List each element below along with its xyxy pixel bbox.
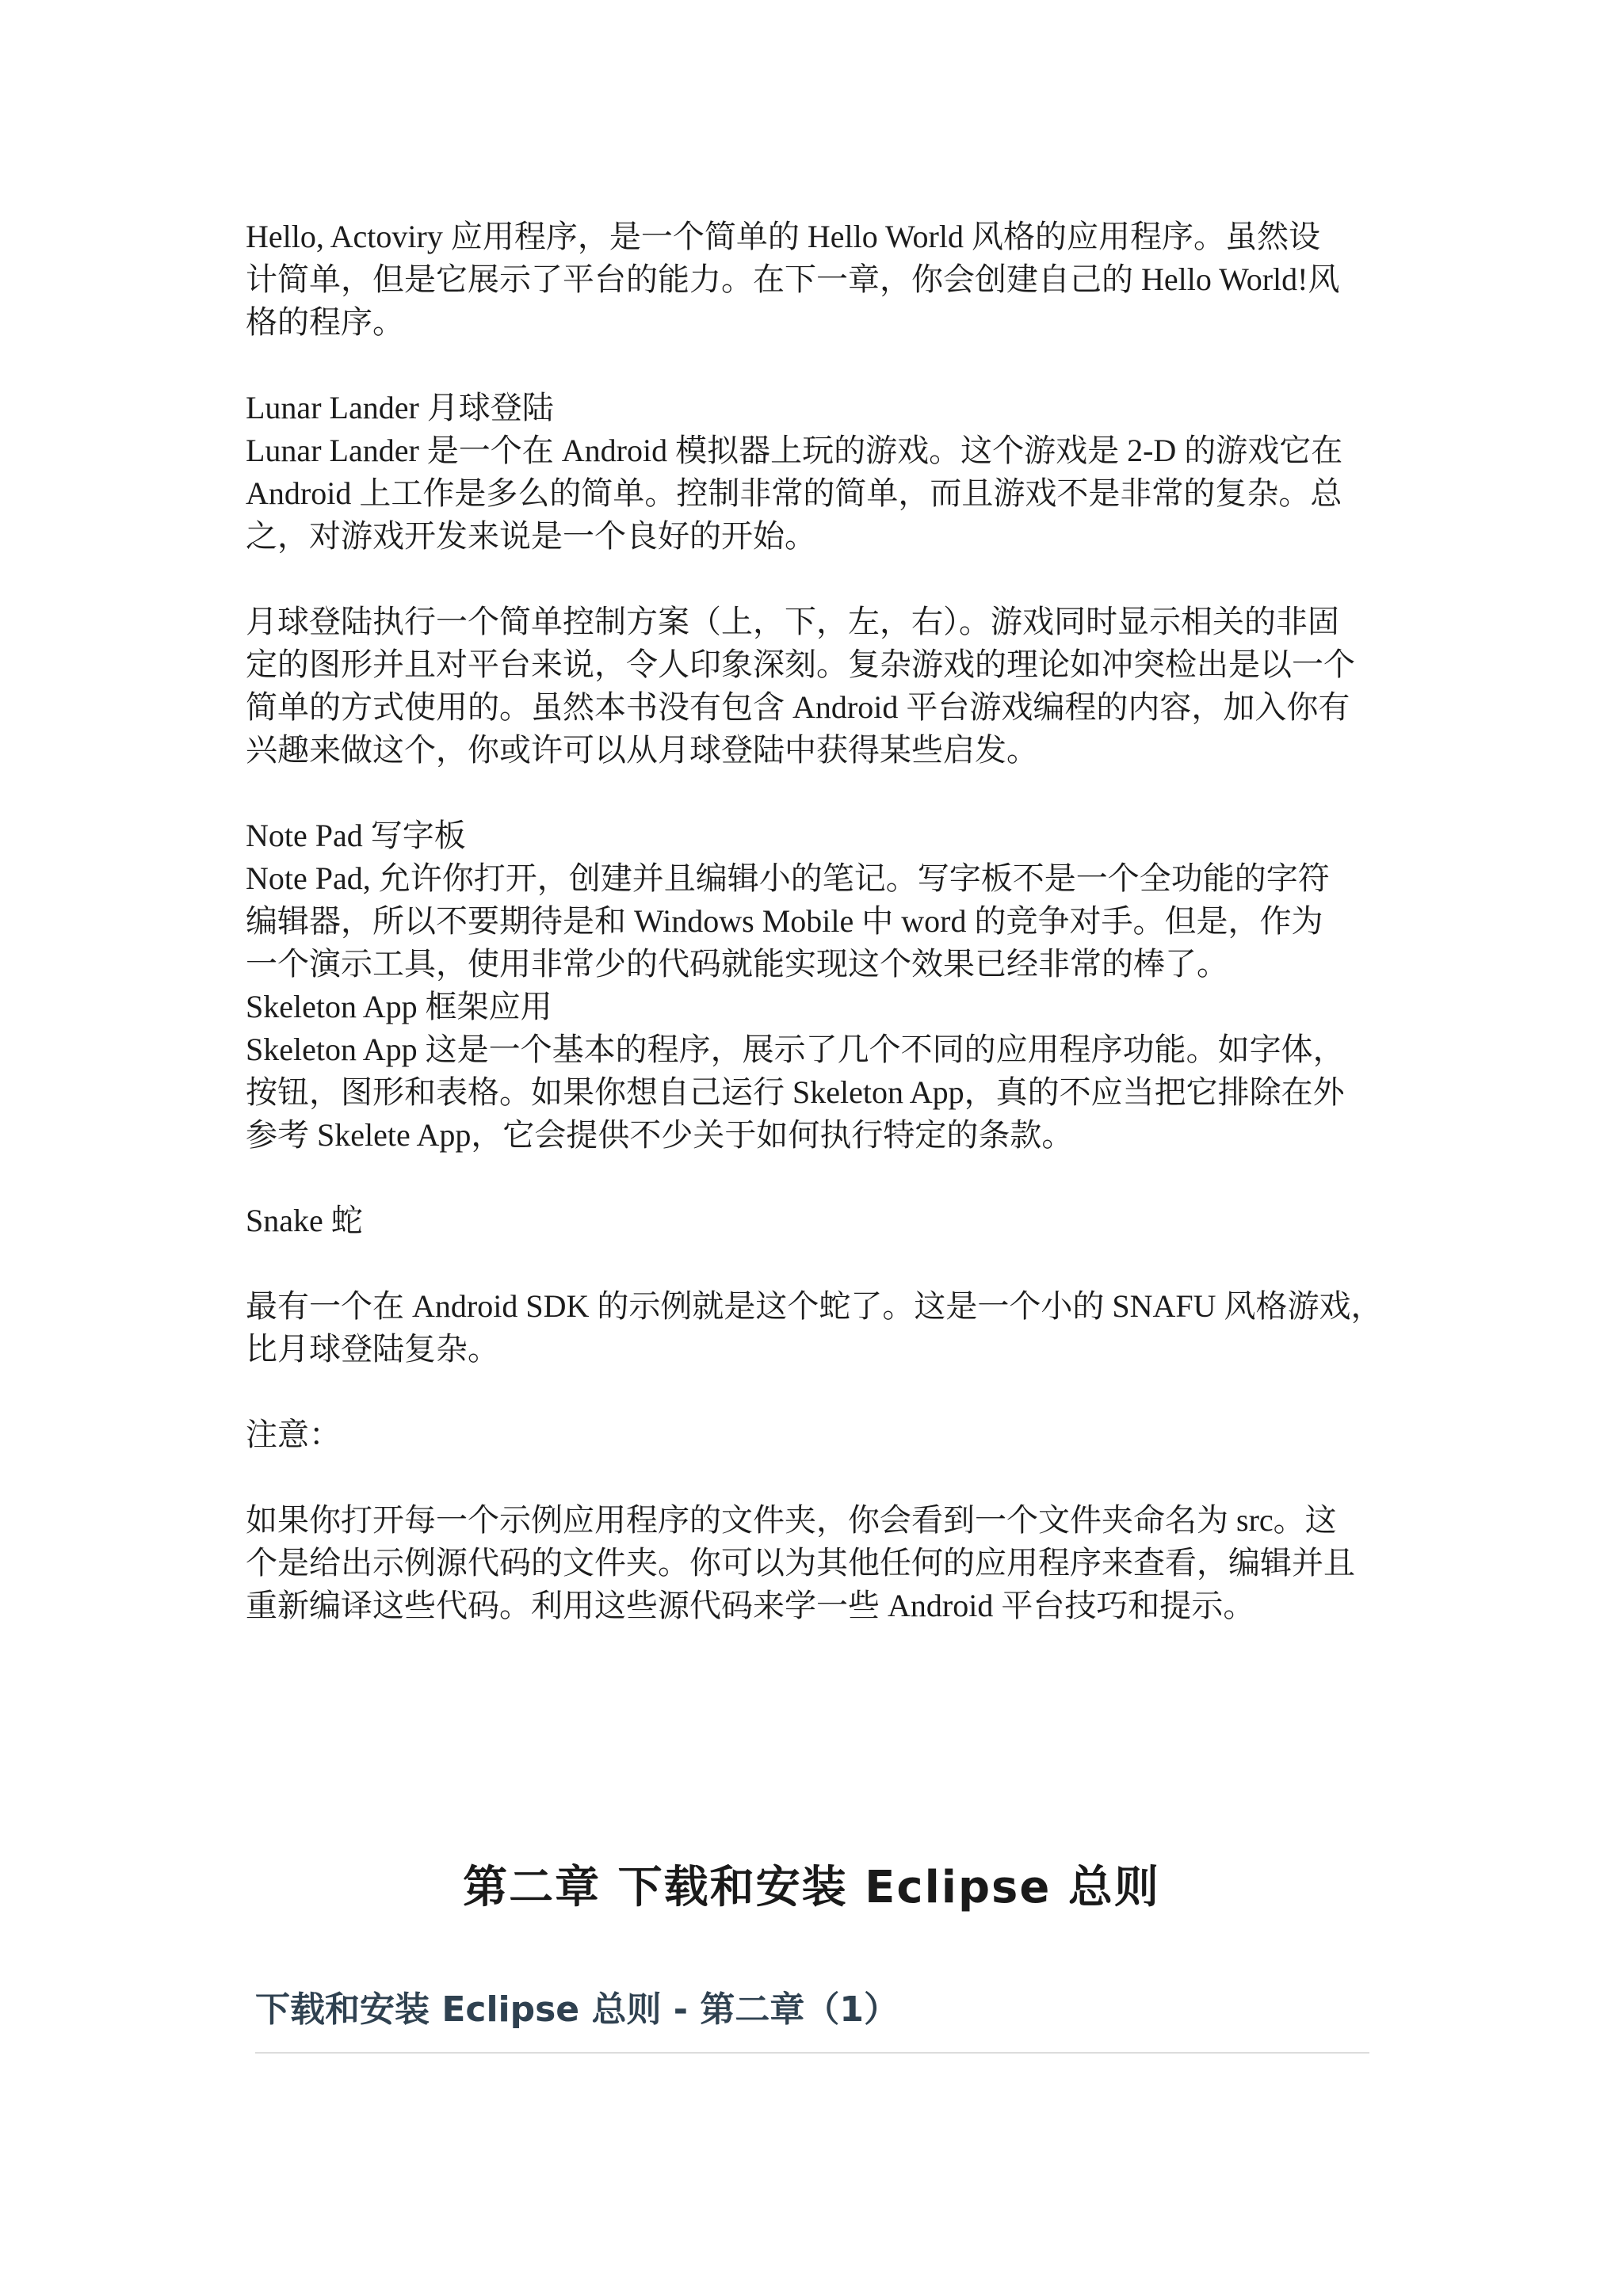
chapter-title: 第二章 下载和安装 Eclipse 总则 [463, 1862, 1160, 1913]
paragraph-line: 编辑器，所以不要期待是和 Windows Mobile 中 word 的竞争对手。但是，作为 [246, 903, 1323, 939]
paragraph-line: 个是给出示例源代码的文件夹。你可以为其他任何的应用程序来查看，编辑并且 [246, 1545, 1355, 1581]
section-title: 下载和安装 Eclipse 总则 - 第二章（1） [255, 1989, 899, 2030]
paragraph-line: 格的程序。 [246, 304, 404, 340]
paragraph-line: Android 上工作是多么的简单。控制非常的简单，而且游戏不是非常的复杂。总 [246, 475, 1342, 511]
paragraph-line: 之，对游戏开发来说是一个良好的开始。 [246, 518, 816, 554]
paragraph-line: 最有一个在 Android SDK 的示例就是这个蛇了。这是一个小的 SNAFU 风格游戏， [246, 1288, 1383, 1324]
paragraph-line: Note Pad, 允许你打开，创建并且编辑小的笔记。写字板不是一个全功能的字符 [246, 860, 1330, 896]
paragraph-line: Skeleton App 这是一个基本的程序，展示了几个不同的应用程序功能。如字体， [246, 1032, 1345, 1067]
paragraph-line: 参考 Skelete App，它会提供不少关于如何执行特定的条款。 [246, 1117, 1074, 1153]
paragraph-line: 比月球登陆复杂。 [246, 1331, 499, 1367]
note-label: 注意： [246, 1417, 341, 1452]
lunar-lander-heading: Lunar Lander 月球登陆 [246, 390, 554, 425]
skeleton-app-heading: Skeleton App 框架应用 [246, 989, 552, 1024]
note-pad-heading: Note Pad 写字板 [246, 818, 466, 853]
paragraph-line: 简单的方式使用的。虽然本书没有包含 Android 平台游戏编程的内容，加入你有 [246, 689, 1350, 725]
paragraph-line: 按钮，图形和表格。如果你想自己运行 Skeleton App，真的不应当把它排除在外 [246, 1074, 1345, 1110]
paragraph-line: 定的图形并且对平台来说，令人印象深刻。复杂游戏的理论如冲突检出是以一个 [246, 646, 1355, 682]
paragraph-line: Hello, Actoviry 应用程序，是一个简单的 Hello World 风格的应用程序。虽然设 [246, 219, 1320, 254]
paragraph-line: 重新编译这些代码。利用这些源代码来学一些 Android 平台技巧和提示。 [246, 1588, 1255, 1623]
snake-heading: Snake 蛇 [246, 1203, 363, 1238]
paragraph-line: 月球登陆执行一个简单控制方案（上，下，左，右）。游戏同时显示相关的非固 [246, 604, 1339, 639]
paragraph-line: Lunar Lander 是一个在 Android 模拟器上玩的游戏。这个游戏是 2-D 的游戏它在 [246, 433, 1343, 468]
section-divider [255, 2052, 1369, 2054]
body-text [246, 215, 1387, 1627]
paragraph-line: 计简单，但是它展示了平台的能力。在下一章，你会创建自己的 Hello World!风 [246, 261, 1340, 297]
paragraph-line: 一个演示工具，使用非常少的代码就能实现这个效果已经非常的棒了。 [246, 946, 1228, 982]
paragraph-line: 兴趣来做这个，你或许可以从月球登陆中获得某些启发。 [246, 732, 1038, 768]
paragraph-line: 如果你打开每一个示例应用程序的文件夹，你会看到一个文件夹命名为 src。这 [246, 1502, 1337, 1538]
